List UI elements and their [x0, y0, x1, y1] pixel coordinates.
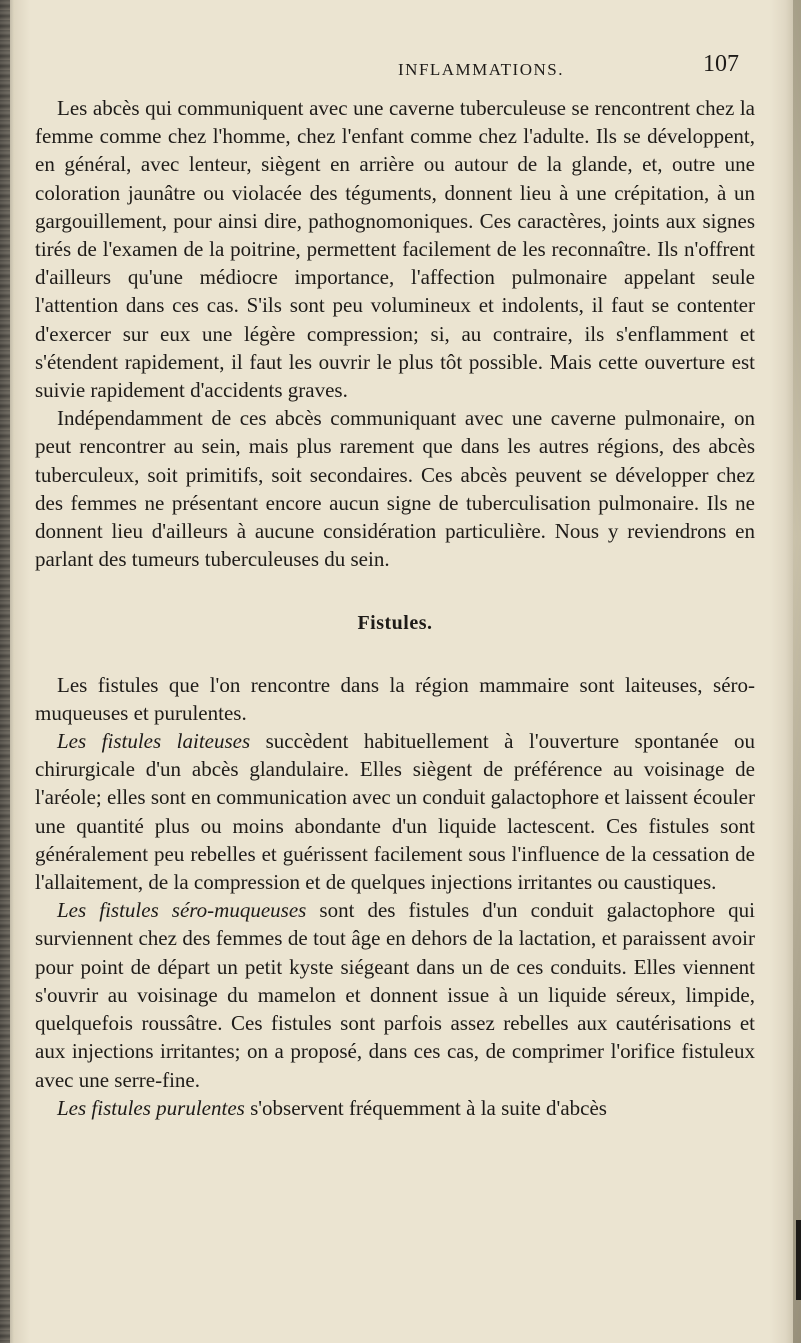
- paragraph-fistules-laiteuses: [35, 727, 755, 896]
- paragraph-fistules-sero-muqueuses: [35, 896, 755, 1093]
- section-heading: Fistules.: [357, 612, 433, 635]
- page-header: [0, 51, 801, 90]
- page-number: 107: [703, 51, 739, 77]
- paragraph-fistules-laiteuses-text: succèdent habituellement à l'ouverture spontanée ou chirurgicale d'un abcès glandulaire. Elles siègent de préférence au voisinage de l'aréole; elles sont en communication avec un conduit galactophore et laissent écouler une quantité plus ou moins abondante d'un liquide lactescent. Ces fistules sont généralement peu rebelles et guérissent facilement sous l'influence de la cessation de l'allaitement, de la compression et de quelques injections irritantes ou caustiques.: [35, 729, 755, 895]
- term-fistules-sero-muqueuses: Les fistules séro-muqueuses: [57, 898, 307, 923]
- paragraph-abces-caverne: Les abcès qui communiquent avec une caverne tuberculeuse se rencontrent chez la femme comme chez l'homme, chez l'enfant comme chez l'adulte. Ils se développent, en général, avec lenteur, siègent en arrière ou autour de la glande, et, outre une coloration jaunâtre ou violacée des téguments, donnent lieu à une crépitation, à un gargouillement, pour ainsi dire, pathognomoniques. Ces caractères, joints aux signes tirés de l'examen de la poitrine, permettent facilement de les reconnaître. Ils n'offrent d'ailleurs qu'une médiocre importance, l'affection pulmonaire appelant seule l'attention dans ces cas. S'ils sont peu volumineux et indolents, il faut se contenter d'exercer sur eux une légère compression; si, au contraire, ils s'enflamment et s'étendent rapidement, il faut les ouvrir le plus tôt possible. Mais cette ouverture est suivie rapidement d'accidents graves.: [35, 96, 755, 403]
- term-fistules-laiteuses: Les fistules laiteuses: [57, 729, 251, 754]
- paragraph-fistules-purulentes-text: s'observent fréquemment à la suite d'abcès: [244, 1095, 607, 1120]
- paragraph-abces-tuberculeux: Indépendamment de ces abcès communiquant avec une caverne pulmonaire, on peut rencontrer au sein, mais plus rarement que dans les autres régions, des abcès tuberculeux, soit primitifs, soit secondaires. Ces abcès peuvent se développer chez des femmes ne présentant encore aucun signe de tuberculisation pulmonaire. Ils ne donnent lieu d'ailleurs à aucune considération particulière. Nous y reviendrons en parlant des tumeurs tuberculeuses du sein.: [35, 406, 755, 572]
- page-edge: [793, 0, 801, 1343]
- running-title: INFLAMMATIONS.: [398, 60, 564, 79]
- page-gutter-shadow: [0, 0, 10, 1343]
- body-text: [35, 94, 755, 1122]
- binding-mark: [796, 1220, 801, 1300]
- paragraph-fistules-sero-muqueuses-text: sont des fistules d'un conduit galactophore qui surviennent chez des femmes de tout âge en dehors de la lactation, et paraissent avoir pour point de départ un petit kyste siégeant dans un de ces conduits. Elles viennent s'ouvrir au voisinage du mamelon et donnent issue à un liquide séreux, limpide, quelquefois roussâtre. Ces fistules sont parfois assez rebelles aux cautérisations et aux injections irritantes; on a proposé, dans ces cas, de comprimer l'orifice fistuleux avec une serre-fine.: [35, 898, 755, 1092]
- term-fistules-purulentes: Les fistules purulentes: [57, 1095, 245, 1120]
- paragraph-fistules-intro: Les fistules que l'on rencontre dans la région mammaire sont laiteuses, séro-muqueuses et purulentes.: [35, 672, 755, 725]
- paragraph-fistules-purulentes: [35, 1094, 755, 1122]
